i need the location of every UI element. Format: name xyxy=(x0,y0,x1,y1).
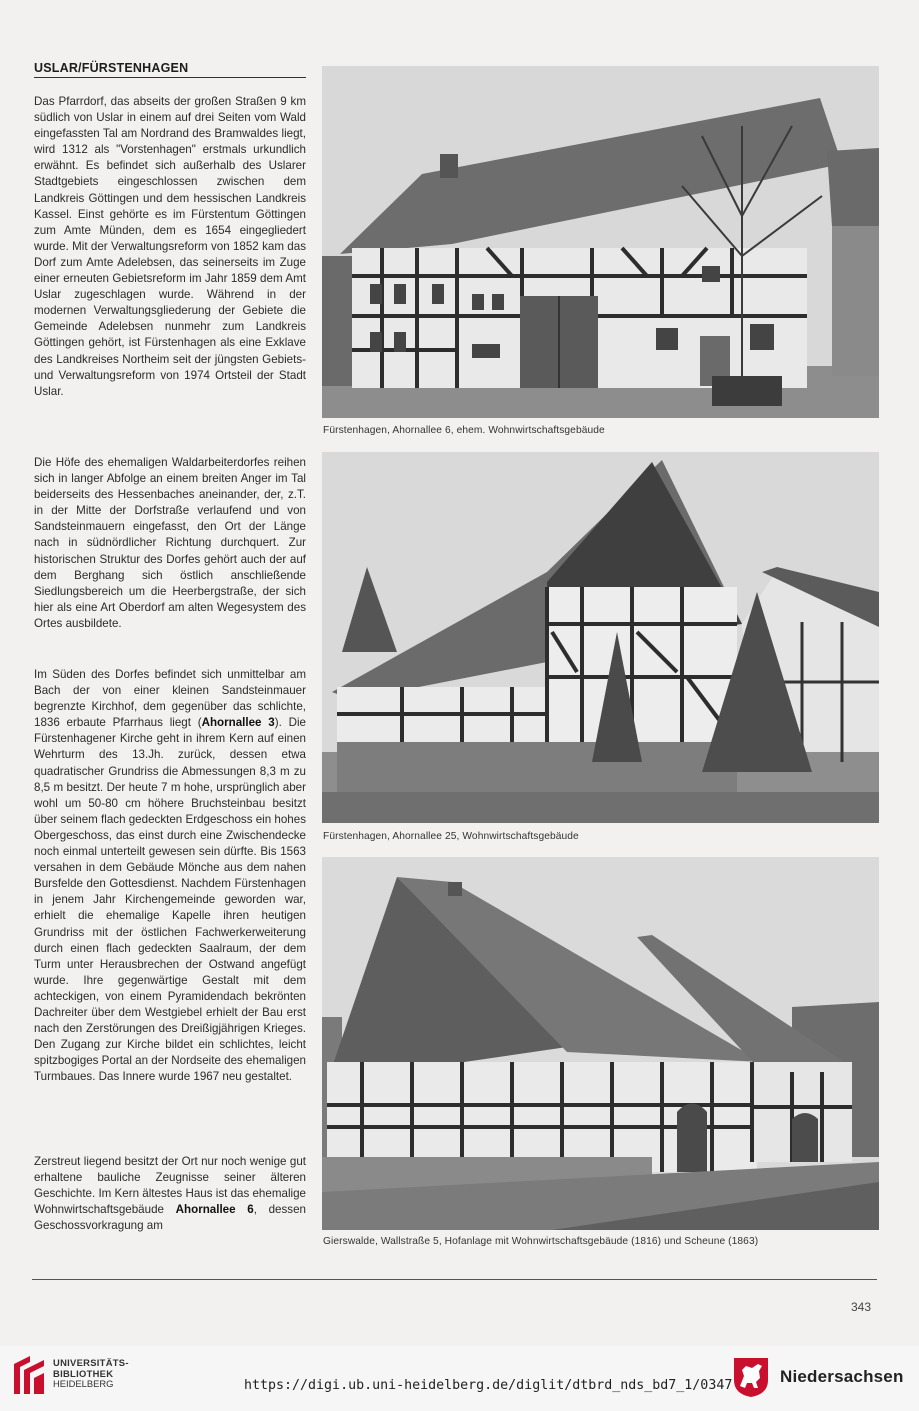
photo-caption: Fürstenhagen, Ahornallee 25, Wohnwirtschaftsgebäude xyxy=(323,831,579,842)
section-heading: USLAR/FÜRSTENHAGEN xyxy=(34,61,306,78)
paragraph-text: Zerstreut liegend besitzt der Ort nur noch wenige gut erhaltene bauliche Zeugnisse seiner älteren Geschichte. Im Kern ältestes Haus ist das ehemalige Wohnwirtschaftsgebäude xyxy=(34,1155,306,1217)
paragraph-text: Im Süden des Dorfes befindet sich unmittelbar am Bach der von einer kleinen Sandsteinmauer begrenzte Kirchhof, dem gegenüber das schlichte, 1836 erbaute Pfarrhaus liegt ( xyxy=(34,668,306,730)
photo-gierswalde-wallstrasse-5 xyxy=(322,857,879,1230)
photo-caption: Fürstenhagen, Ahornallee 6, ehem. Wohnwirtschaftsgebäude xyxy=(323,425,605,436)
state-name[interactable]: Niedersachsen xyxy=(780,1367,904,1386)
paragraph-history: Das Pfarrdorf, das abseits der großen Straßen 9 km südlich von Uslar in einem auf drei Seiten vom Wald eingefassten Tal am Nordrand des Bramwaldes liegt, wird 1312 als "Vorstenhagen" erstmals urkundlich erwähnt. Es befindet sich außerhalb des Uslarer Stadtgebiets eingeschlossen zwischen dem Landkreis Göttingen und dem hessischen Landkreis Kassel. Einst gehörte es im Fürstentum Göttingen zum Amte Münden, dem es 1654 eingegliedert wurde. Mit der Verwaltungsreform von 1852 kam das Dorf zum Amte Adelebsen, das seinerseits im Zuge einer erneuten Gebietsreform im Jahr 1859 dem Amt Uslar zugeschlagen wurde. Während in der modernen Verwaltungsgliederung der Gebiete die Gemeinde Adelebsen nunmehr zum Landkreis Göttingen gehört, ist Fürstenhagen als eine Exklave des Landkreises Northeim seit der jüngsten Gebiets- und Verwaltungsreform von 1974 Ortsteil der Stadt Uslar. xyxy=(34,95,306,398)
library-line-3: HEIDELBERG xyxy=(53,1378,114,1389)
page-number: 343 xyxy=(851,1300,872,1314)
paragraph-church xyxy=(34,667,306,1085)
paragraph-text: , dessen Geschossvorkragung am xyxy=(34,1203,306,1233)
university-library-name[interactable] xyxy=(53,1358,129,1390)
lower-saxony-horse-icon[interactable] xyxy=(732,1356,770,1398)
photo-caption: Gierswalde, Wallstraße 5, Hofanlage mit Wohnwirtschaftsgebäude (1816) und Scheune (1863) xyxy=(323,1236,759,1247)
university-library-logo-icon[interactable] xyxy=(10,1354,48,1396)
library-line-2: BIBLIOTHEK xyxy=(53,1367,114,1379)
footer-rule xyxy=(32,1279,877,1280)
photo-ahornallee-25 xyxy=(322,452,879,823)
address-reference: Ahornallee 3 xyxy=(201,716,275,730)
paragraph-text: ). Die Fürstenhagener Kirche geht in ihrem Kern auf einen Wehrturm des 13.Jh. zurück, dessen etwa quadratischer Grundriss die Abmessungen 8,3 m zu 8,5 m besitzt. Der heute 7 m hohe, ursprünglich aber wohl um 50-80 cm höhere Bruchsteinbau besitzt über seinem flach gedeckten Erdgeschoss ein hohes Obergeschoss, das einst durch eine Zwischendecke noch einmal unterteilt gewesen sein dürfte. Bis 1563 versahen in dem Gebäude Mönche aus dem nahen Bursfelde den Gottesdienst. Nachdem Fürstenhagen in jenem Jahr Kirchengemeinde geworden war, erhielt die ehemalige Kapelle ihren heutigen Grundriss mit der östlichen Fachwerkerweiterung durch einen flach gedeckten Saalraum, der dem Turm unter Herausbrechen der Ostwand angefügt wurde. Ihre gegenwärtige Gestalt mit dem achteckigen, von einem Pyramidendach bekrönten Dachreiter über dem Westgiebel erhielt der Bau erst nach den Zerstörungen des Dreißigjährigen Krieges. Den Zugang zur Kirche bildet ein schlichtes, leicht spitzbogiges Portal an der Nordseite des ehemaligen Turmbaues. Das Innere wurde 1967 neu gestaltet. xyxy=(34,716,306,1084)
paragraph-village-structure: Die Höfe des ehemaligen Waldarbeiterdorfes reihen sich in langer Abfolge an einem breiten Anger im Tal beiderseits des Hessenbaches aneinander, der, z.T. in der Mitte der Dorfstraße verlaufend und von Sandsteinmauern eingefasst, den Ort der Länge nach in südnördlicher Richtung durchquert. Zur historischen Struktur des Dorfes gehört auch der auf dem Berghang sich östlich anschließende Siedlungsbereich um die Heerbergstraße, der sich hier als eine Art Oberdorf am alten Wegesystem des Ortes ausbildete. xyxy=(34,456,306,630)
permalink-url[interactable]: https://digi.ub.uni-heidelberg.de/diglit/dtbrd_nds_bd7_1/0347 xyxy=(244,1378,733,1393)
library-line-1: UNIVERSITÄTS- xyxy=(53,1357,129,1368)
address-reference: Ahornallee 6 xyxy=(175,1203,254,1217)
photo-ahornallee-6 xyxy=(322,66,879,418)
paragraph-buildings xyxy=(34,1154,306,1234)
